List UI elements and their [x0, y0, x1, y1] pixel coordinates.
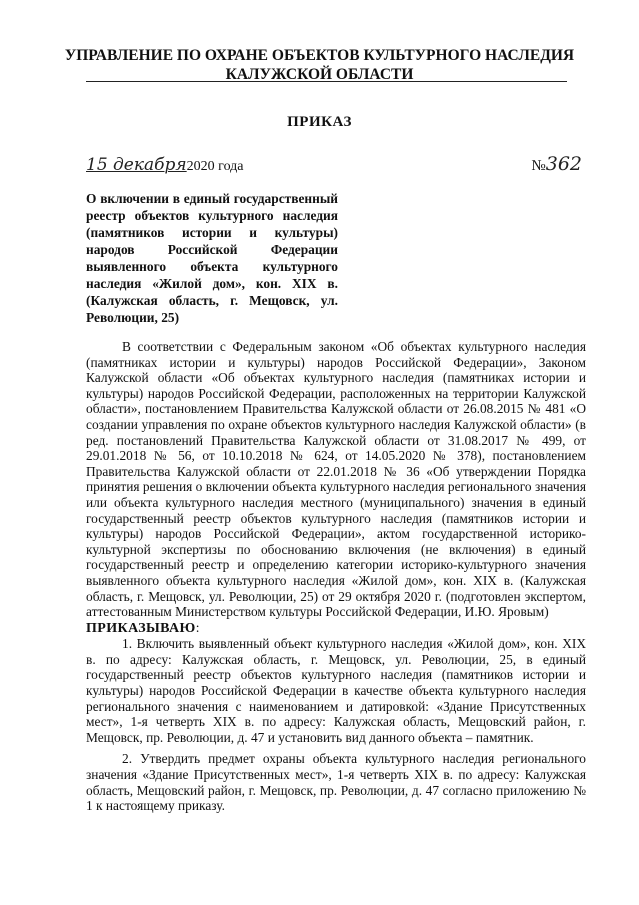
document-type-title: ПРИКАЗ: [287, 114, 352, 130]
order-item-1: 1. Включить выявленный объект культурного наследия «Жилой дом», кон. XIX в. по адресу: Калужская область, г. Мещовск, ул. Революции, 25, в единый государственный реестр объектов культурного наследия (памятников истории и культуры) народов Российской Федерации в качестве объекта культурного наследия регионального значения с наименованием и датировкой: «Здание Присутственных мест», 1-я четверть XIX в. по адресу: Калужская область, Мещовский район, г. Мещовск, пр. Революции, д. 47 и установить вид данного объекта – памятник.: [86, 636, 586, 745]
number-sign: №: [531, 158, 546, 174]
order-body: [86, 339, 586, 814]
header-divider: [86, 81, 567, 82]
handwritten-number: 362: [545, 153, 582, 175]
issuer-name-line2: КАЛУЖСКОЙ ОБЛАСТИ: [225, 66, 414, 83]
order-directive-word: ПРИКАЗЫВАЮ: [86, 620, 196, 636]
order-item-2: 2. Утвердить предмет охраны объекта культурного наследия регионального значения «Здание Присутственных мест», 1-я четверть XIX в. по адресу: Калужская область, Мещовский район, г. Мещовск, пр. Революции, д. 47 согласно приложению № 1 к настоящему приказу.: [86, 751, 586, 814]
preamble-paragraph: В соответствии с Федеральным законом «Об объектах культурного наследия (памятниках истории и культуры) народов Российской Федерации», Законом Калужской области «Об объектах культурного наследия (памятниках истории и культуры) народов Российской Федерации, расположенных на территории Калужской области», постановлением Правительства Калужской области от 26.08.2015 № 481 «О создании управления по охране объектов культурного наследия Калужской области» (в ред. постановлений Правительства Калужской области от 31.08.2017 № 499, от 29.01.2018 № 56, от 10.10.2018 № 624, от 14.05.2020 № 378), постановлением Правительства Калужской области от 22.01.2018 № 36 «Об утверждении Порядка принятия решения о включении объекта культурного наследия регионального значения или объекта культурного наследия местного (муниципального) значения в единый государственный реестр объектов культурного наследия (памятников истории и культуры) народов Российской Федерации», актом государственной историко-культурной экспертизы по обоснованию включения (не включения) в единый государственный реестр и определению категории историко-культурного значения выявленного объекта культурного наследия «Жилой дом», кон. XIX в. (Калужская область, г. Мещовск, ул. Революции, 25) от 29 октября 2020 г. (подготовлен экспертом, аттестованным Министерством культуры Российской Федерации, И.Ю. Яровым): [86, 339, 586, 620]
order-directive-colon: :: [195, 619, 200, 635]
order-directive: [86, 620, 586, 637]
order-subject: О включении в единый государственный реестр объектов культурного наследия (памятников истории и культуры) народов Российской Федерации выявленного объекта культурного наследия «Жилой дом», кон. XIX в. (Калужская область, г. Мещовск, ул. Революции, 25): [86, 191, 338, 325]
issuer-header: [0, 46, 639, 84]
order-date: [86, 155, 244, 175]
printed-year: 2020 года: [186, 159, 244, 174]
issuer-name-line1: УПРАВЛЕНИЕ ПО ОХРАНЕ ОБЪЕКТОВ КУЛЬТУРНОГО НАСЛЕДИЯ: [64, 47, 575, 64]
order-number: [531, 153, 582, 175]
handwritten-date: 15 декабря: [86, 155, 187, 175]
